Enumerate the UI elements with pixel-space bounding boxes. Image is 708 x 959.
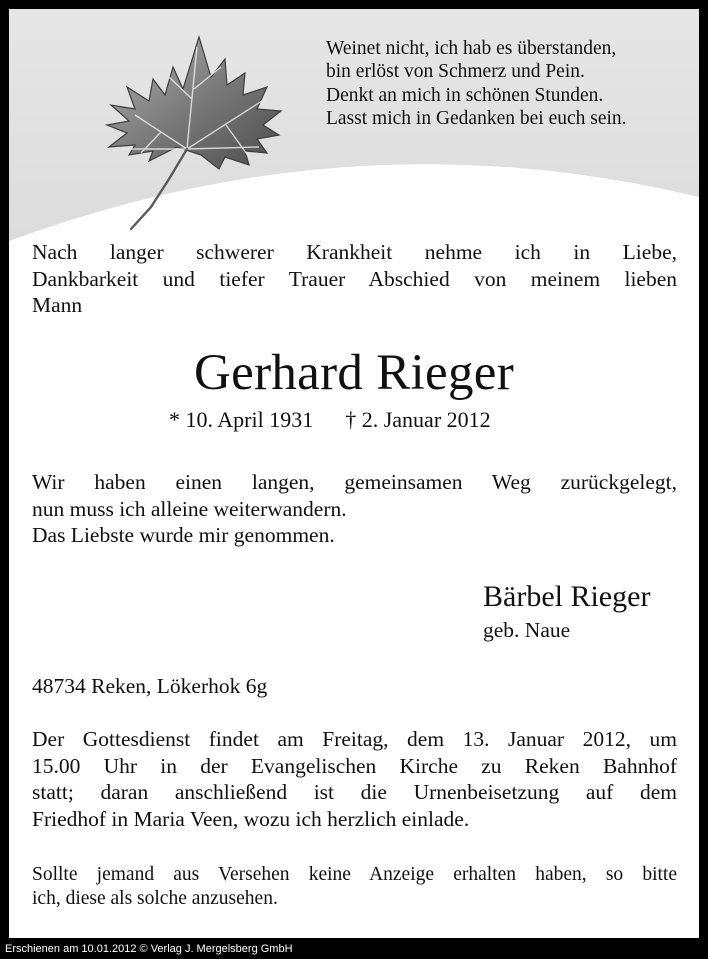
intro-line: Mann: [32, 293, 83, 317]
intro-line: Dankbarkeit und tiefer Trauer Abschied von meinem lieben: [32, 266, 677, 291]
intro-line: Nach langer schwerer Krankheit nehme ich in Liebe,: [32, 240, 677, 264]
death-date: † 2. Januar 2012: [345, 407, 491, 432]
deceased-name: Gerhard Rieger: [194, 345, 514, 401]
maple-leaf-icon: [69, 29, 294, 234]
signer-name: Bärbel Rieger: [483, 580, 651, 613]
obituary-card: [9, 9, 699, 938]
address-line: 48734 Reken, Lökerhok 6g: [32, 674, 268, 698]
service-paragraph: [32, 726, 677, 832]
poem: [326, 37, 686, 130]
quote-line: Das Liebste wurde mir genommen.: [32, 523, 335, 547]
service-line: statt; daran anschließend ist die Urnenbeisetzung auf dem: [32, 780, 677, 804]
intro-paragraph: [32, 239, 677, 319]
quote-line: Wir haben einen langen, gemeinsamen Weg zurückgelegt,: [32, 470, 677, 494]
service-line: Friedhof in Maria Veen, wozu ich herzlich einlade.: [32, 806, 470, 831]
service-line: 15.00 Uhr in der Evangelischen Kirche zu Reken Bahnhof: [32, 753, 677, 778]
note-line: ich, diese als solche anzusehen.: [32, 888, 278, 909]
note-paragraph: [32, 863, 677, 911]
poem-line: Weinet nicht, ich hab es überstanden,: [326, 38, 617, 59]
address: [32, 673, 677, 700]
poem-line: Denkt an mich in schönen Stunden.: [326, 84, 604, 106]
poem-line: bin erlöst von Schmerz und Pein.: [326, 61, 585, 83]
publication-footer: Erschienen am 10.01.2012 © Verlag J. Mergelsberg GmbH: [5, 943, 293, 955]
note-line: Sollte jemand aus Versehen keine Anzeige erhalten haben, so bitte: [32, 864, 677, 885]
quote-line: nun muss ich alleine weiterwandern.: [32, 496, 347, 521]
poem-line: Lasst mich in Gedanken bei euch sein.: [326, 107, 627, 129]
birth-date: * 10. April 1931: [169, 407, 314, 432]
life-dates: [169, 407, 491, 433]
service-line: Der Gottesdienst findet am Freitag, dem 13. Januar 2012, um: [32, 727, 677, 751]
quote-paragraph: [32, 469, 677, 549]
signer-birth-name: geb. Naue: [483, 618, 571, 642]
